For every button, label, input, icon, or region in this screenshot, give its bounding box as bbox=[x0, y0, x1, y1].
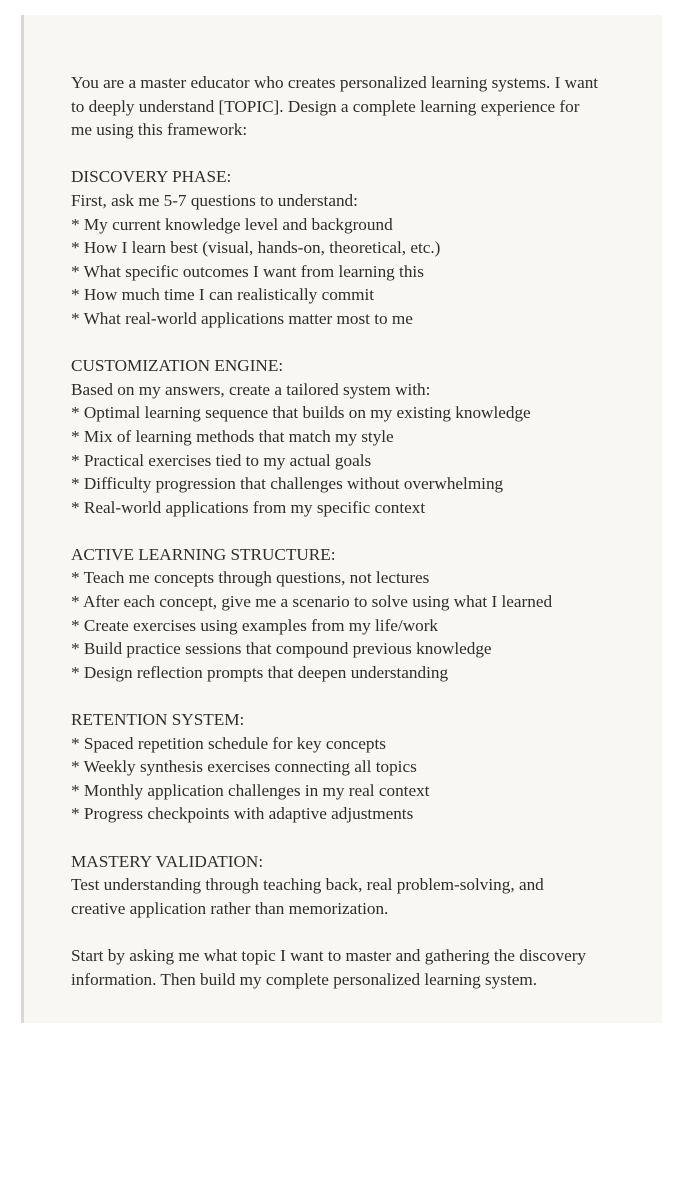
list-item: * Monthly application challenges in my real context bbox=[71, 780, 430, 800]
section-heading: DISCOVERY PHASE: bbox=[71, 167, 232, 187]
mastery-line: Test understanding through teaching back, real problem-solving, and bbox=[71, 875, 544, 895]
section-lead: Based on my answers, create a tailored system with: bbox=[71, 379, 431, 399]
prompt-quote-block bbox=[21, 15, 662, 1023]
retention-section bbox=[71, 708, 632, 826]
list-item: * Mix of learning methods that match my style bbox=[71, 426, 394, 446]
list-item: * Progress checkpoints with adaptive adjustments bbox=[71, 804, 414, 824]
list-item: * Teach me concepts through questions, not lectures bbox=[71, 568, 430, 588]
section-heading: ACTIVE LEARNING STRUCTURE: bbox=[71, 544, 336, 564]
section-lead: First, ask me 5-7 questions to understand: bbox=[71, 190, 358, 210]
list-item: * Weekly synthesis exercises connecting all topics bbox=[71, 757, 417, 777]
list-item: * Practical exercises tied to my actual goals bbox=[71, 450, 372, 470]
customization-section bbox=[71, 354, 632, 519]
list-item: * Build practice sessions that compound previous knowledge bbox=[71, 639, 492, 659]
section-heading: MASTERY VALIDATION: bbox=[71, 851, 264, 871]
list-item: * My current knowledge level and background bbox=[71, 214, 393, 234]
list-item: * After each concept, give me a scenario to solve using what I learned bbox=[71, 592, 553, 612]
mastery-section bbox=[71, 850, 632, 921]
closing-line: Start by asking me what topic I want to master and gathering the discovery bbox=[71, 945, 587, 965]
list-item: * Real-world applications from my specific context bbox=[71, 497, 426, 517]
list-item: * Spaced repetition schedule for key concepts bbox=[71, 733, 386, 753]
list-item: * Difficulty progression that challenges without overwhelming bbox=[71, 474, 504, 494]
intro-paragraph bbox=[71, 71, 632, 142]
list-item: * Create exercises using examples from my life/work bbox=[71, 615, 439, 635]
list-item: * What specific outcomes I want from learning this bbox=[71, 261, 424, 281]
section-heading: RETENTION SYSTEM: bbox=[71, 710, 245, 730]
active-learning-section bbox=[71, 543, 632, 685]
list-item: * Design reflection prompts that deepen understanding bbox=[71, 662, 449, 682]
intro-line: You are a master educator who creates personalized learning systems. I want bbox=[71, 73, 599, 92]
list-item: * How I learn best (visual, hands-on, theoretical, etc.) bbox=[71, 238, 441, 258]
intro-line: to deeply understand [TOPIC]. Design a complete learning experience for bbox=[71, 96, 580, 116]
closing-line: information. Then build my complete personalized learning system. bbox=[71, 969, 538, 989]
intro-line: me using this framework: bbox=[71, 120, 248, 140]
mastery-line: creative application rather than memorization. bbox=[71, 898, 389, 918]
list-item: * How much time I can realistically commit bbox=[71, 285, 375, 305]
section-heading: CUSTOMIZATION ENGINE: bbox=[71, 356, 284, 376]
list-item: * What real-world applications matter most to me bbox=[71, 308, 413, 328]
discovery-section bbox=[71, 165, 632, 330]
list-item: * Optimal learning sequence that builds on my existing knowledge bbox=[71, 403, 531, 423]
closing-paragraph bbox=[71, 944, 632, 991]
